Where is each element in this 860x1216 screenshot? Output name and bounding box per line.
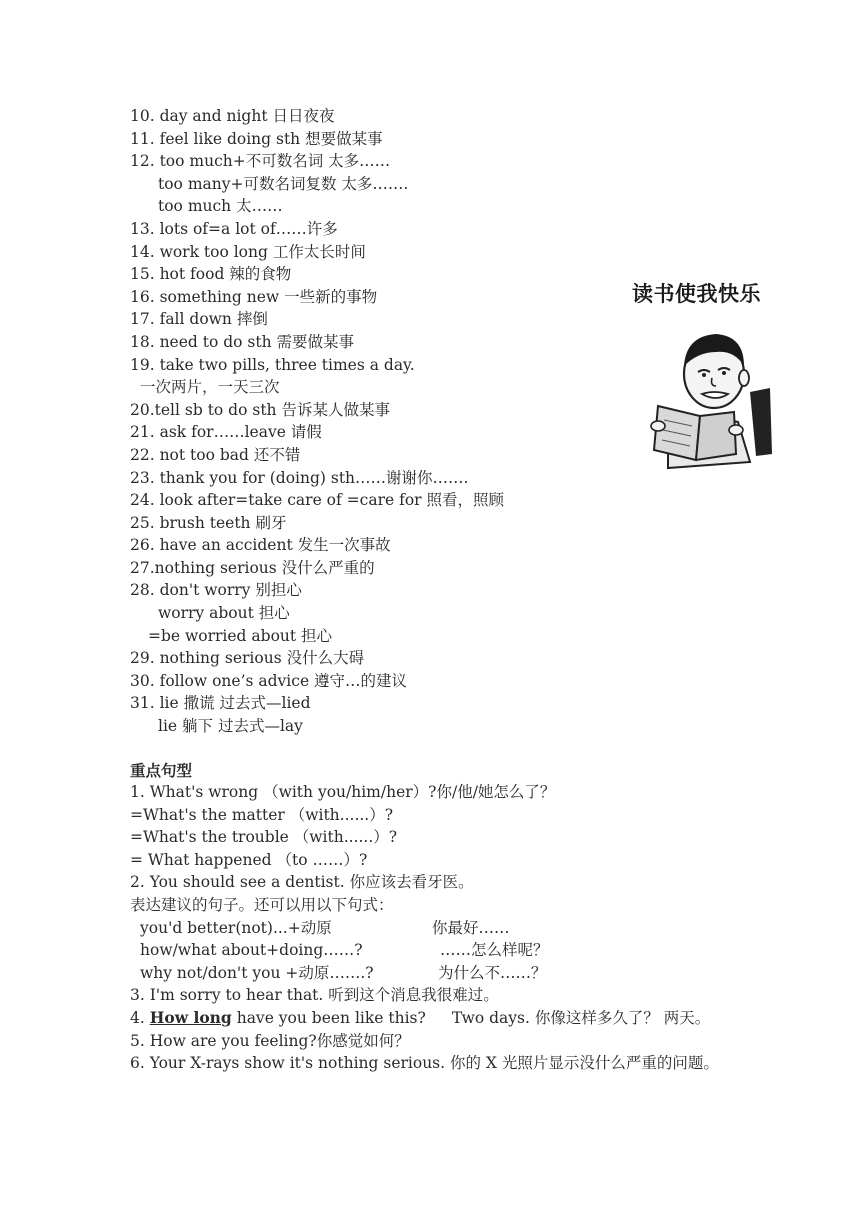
phrase-line: 25. brush teeth 刷牙 — [130, 513, 287, 532]
highlighted-phrase: How long — [149, 1007, 232, 1027]
phrase-line: 30. follow one’s advice 遵守…的建议 — [130, 671, 408, 690]
pattern-english: you'd better(not)...+动原 — [140, 918, 332, 937]
phrase-line: 27.nothing serious 没什么严重的 — [130, 558, 375, 577]
phrase-line: 12. too much+不可数名词 太多…… — [130, 152, 391, 171]
phrase-line: 23. thank you for (doing) sth……谢谢你……. — [130, 468, 469, 487]
phrase-line: =be worried about 担心 — [148, 626, 333, 645]
boy-reading-book-icon — [638, 322, 788, 472]
phrase-line: worry about 担心 — [158, 604, 290, 623]
pattern-chinese: ……怎么样呢？ — [440, 941, 549, 960]
pattern-chinese: 为什么不……？ — [438, 963, 547, 982]
phrase-line: 14. work too long 工作太长时间 — [130, 242, 366, 261]
pattern-english: how/what about+doing……? — [140, 941, 363, 960]
phrase-line: 15. hot food 辣的食物 — [130, 265, 292, 284]
phrase-line: 21. ask for……leave 请假 — [130, 423, 322, 442]
sentence-line: =What's the matter （with......）? — [130, 805, 394, 824]
sentence-rest: have you been like this? — [231, 1008, 426, 1027]
sentence-number: 4. — [130, 1008, 150, 1027]
phrase-line: 28. don't worry 别担心 — [130, 581, 302, 600]
phrase-line: 17. fall down 摔倒 — [130, 310, 268, 329]
phrase-line: 11. feel like doing sth 想要做某事 — [130, 129, 383, 148]
pattern-chinese: 你最好…… — [432, 918, 510, 937]
phrase-list — [130, 105, 610, 738]
phrase-line: 24. look after=take care of =care for 照看，照顾 — [130, 491, 505, 510]
phrase-line: lie 躺下 过去式—lay — [158, 717, 303, 736]
sentence-line — [130, 939, 750, 962]
phrase-line: 31. lie 撒谎 过去式—lied — [130, 694, 311, 713]
sentence-line: 1. What's wrong （with you/him/her）?你/他/她怎么了？ — [130, 783, 556, 801]
phrase-line: 26. have an accident 发生一次事故 — [130, 536, 391, 555]
sentence-line: =What's the trouble （with......）? — [130, 828, 398, 847]
illustration-title: 读书使我快乐 — [632, 282, 761, 306]
section-heading: 重点句型 — [130, 762, 193, 780]
sentence-line — [130, 917, 750, 940]
sentence-line: 5. How are you feeling?你感觉如何？ — [130, 1031, 410, 1050]
sentence-answer: Two days. 你像这样多久了？ 两天。 — [451, 1008, 711, 1027]
phrase-line: too many+可数名词复数 太多……. — [158, 174, 409, 193]
phrase-line: 22. not too bad 还不错 — [130, 445, 301, 464]
pattern-english: why not/don't you +动原…….? — [140, 963, 374, 982]
phrase-line: too much 太…… — [158, 197, 283, 216]
phrase-line: 18. need to do sth 需要做某事 — [130, 332, 355, 351]
sentence-line — [130, 1007, 750, 1030]
phrase-line: 16. something new 一些新的事物 — [130, 287, 378, 306]
phrase-line: 20.tell sb to do sth 告诉某人做某事 — [130, 400, 390, 419]
sentence-line: 6. Your X-rays show it's nothing serious. 你的 X 光照片显示没什么严重的问题。 — [130, 1054, 719, 1073]
key-sentences — [130, 781, 750, 1075]
sentence-line — [130, 962, 750, 985]
phrase-line: 29. nothing serious 没什么大碍 — [130, 649, 365, 668]
sentence-line: = What happened （to ……）? — [130, 850, 368, 869]
phrase-line: 10. day and night 日日夜夜 — [130, 107, 335, 125]
phrase-line: 一次两片，一天三次 — [140, 378, 280, 397]
sentence-line: 表达建议的句子。还可以用以下句式： — [130, 895, 394, 914]
phrase-line: 19. take two pills, three times a day. — [130, 355, 415, 374]
reading-illustration — [630, 272, 800, 472]
sentence-line: 3. I'm sorry to hear that. 听到这个消息我很难过。 — [130, 986, 499, 1005]
sentence-line: 2. You should see a dentist. 你应该去看牙医。 — [130, 873, 474, 892]
phrase-line: 13. lots of=a lot of……许多 — [130, 219, 338, 238]
